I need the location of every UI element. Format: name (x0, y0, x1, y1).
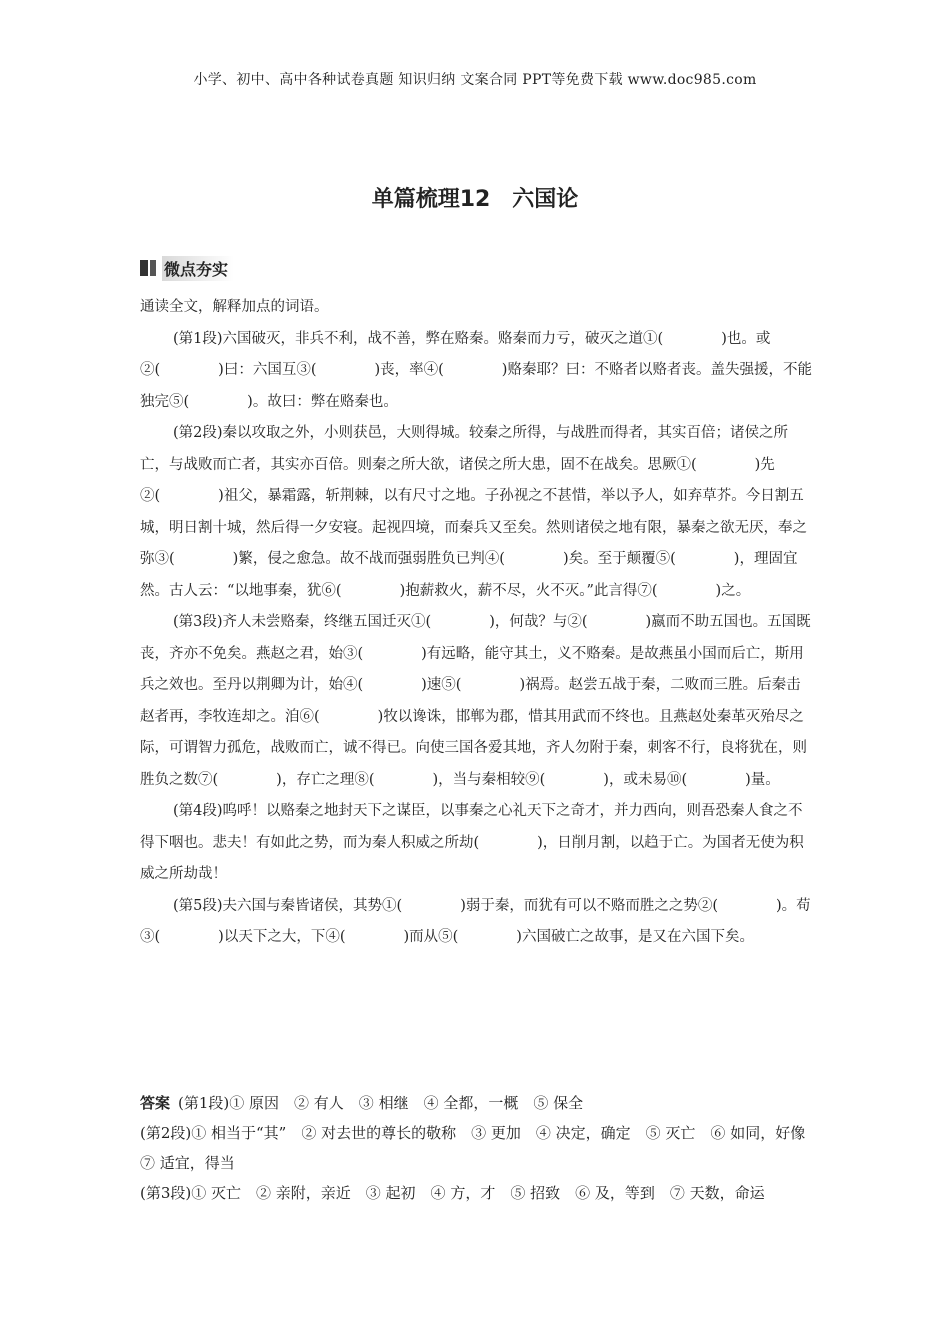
section-bar-icon (140, 260, 156, 276)
paragraph-4: (第4段)呜呼！以赂秦之地封天下之谋臣，以事秦之心礼天下之奇才，并力西向，则吾恐秦人食之不得下咽也。悲夫！有如此之势，而为秦人积威之所劫( )，日削月割，以趋于亡。为国者无使为积威之所劫哉！ (140, 803, 804, 882)
paragraph-2: (第2段)秦以攻取之外，小则获邑，大则得城。较秦之所得，与战胜而得者，其实百倍；诸侯之所亡，与战败而亡者，其实亦百倍。则秦之所大欲，诸侯之所大患，固不在战矣。思厥①( )先②( )祖父，暴霜露，斩荆棘，以有尺寸之地。子孙视之不甚惜，举以予人，如弃草芥。今日割五城，明日割十城，然后得一夕安寝。起视四境，而秦兵又至矣。然则诸侯之地有限，暴秦之欲无厌，奉之弥③( )繁，侵之愈急。故不战而强弱胜负已判④( )矣。至于颠覆⑤( )，理固宜然。古人云：“以地事秦，犹⑥( )抱薪救火，薪不尽，火不灭。”此言得⑦( )之。 (140, 425, 807, 599)
page-title: 单篇梳理12 六国论 (371, 187, 579, 212)
answer-line-2: (第2段)① 相当于“其” ② 对去世的尊长的敬称 ③ 更加 ④ 决定，确定 ⑤ 灭亡 ⑥ 如同，好像 ⑦ 适宜，得当 (140, 1124, 821, 1172)
answer-label: 答案 (140, 1094, 171, 1112)
answer-section (140, 1088, 821, 1208)
intro-text: 通读全文，解释加点的词语。 (140, 299, 329, 315)
page-header: 小学、初中、高中各种试卷真题 知识归纳 文案合同 PPT等免费下载 www.doc985.com (193, 72, 757, 88)
answer-line-1 (140, 1088, 812, 1118)
section-heading (140, 257, 234, 279)
exercise-body (140, 292, 812, 954)
paragraph-3: (第3段)齐人未尝赂秦，终继五国迁灭①( )，何哉？与②( )嬴而不助五国也。五国既丧，齐亦不免矣。燕赵之君，始③( )有远略，能守其土，义不赂秦。是故燕虽小国而后亡，斯用兵之效也。至丹以荆卿为计，始④( )速⑤( )祸焉。赵尝五战于秦，二败而三胜。后秦击赵者再，李牧连却之。洎⑥( )牧以谗诛，邯郸为郡，惜其用武而不终也。且燕赵处秦革灭殆尽之际，可谓智力孤危，战败而亡，诚不得已。向使三国各爱其地，齐人勿附于秦，刺客不行，良将犹在，则胜负之数⑦( )，存亡之理⑧( )，当与秦相较⑨( )，或未易⑩( )量。 (140, 614, 811, 788)
paragraph-1: (第1段)六国破灭，非兵不利，战不善，弊在赂秦。赂秦而力亏，破灭之道①( )也。或②( )曰：六国互③( )丧，率④( )赂秦耶？曰：不赂者以赂者丧。盖失强援，不能独完⑤( )。故曰：弊在赂秦也。 (140, 330, 812, 410)
answer-text: (第1段)① 原因 ② 有人 ③ 相继 ④ 全都，一概 ⑤ 保全 (178, 1094, 584, 1112)
answer-line-3: (第3段)① 灭亡 ② 亲附，亲近 ③ 起初 ④ 方，才 ⑤ 招致 ⑥ 及，等到 ⑦ 天数，命运 (140, 1184, 765, 1202)
section-label: 微点夯实 (162, 256, 234, 281)
paragraph-5: (第5段)夫六国与秦皆诸侯，其势①( )弱于秦，而犹有可以不赂而胜之之势②( )。苟③( )以天下之大，下④( )而从⑤( )六国破亡之故事，是又在六国下矣。 (140, 897, 811, 945)
